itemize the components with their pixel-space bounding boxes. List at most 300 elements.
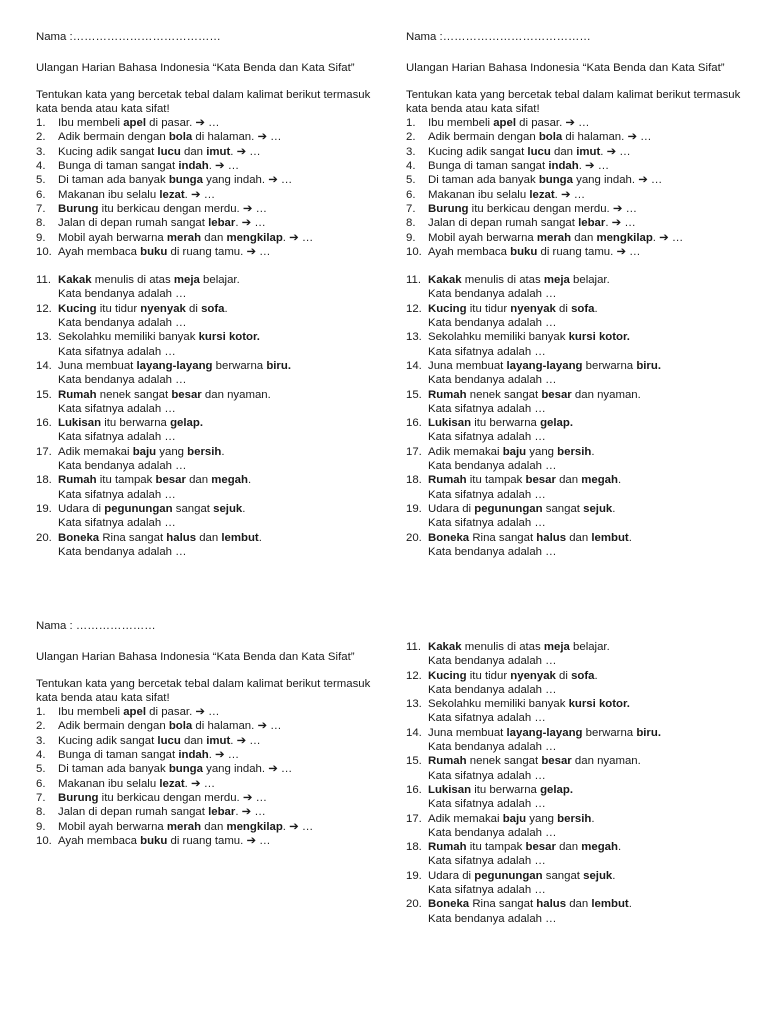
text-segment: . ➔ … xyxy=(230,734,261,747)
text-segment: . ➔ … xyxy=(208,749,240,762)
bold-word: besar xyxy=(155,474,186,487)
question-item xyxy=(36,834,376,848)
question-text xyxy=(428,303,598,315)
bold-word: baju xyxy=(132,445,157,458)
question-number: 5. xyxy=(36,763,46,776)
question-number: 20. xyxy=(36,531,52,544)
question-number: 15. xyxy=(406,388,422,401)
bold-word: bersih xyxy=(557,445,592,458)
text-segment: dan nyaman. xyxy=(571,388,641,401)
question-text xyxy=(58,720,282,732)
instruction-text: Tentukan kata yang bercetak tebal dalam kalimat berikut termasuk kata benda atau kata sifat! xyxy=(36,677,371,704)
question-text xyxy=(58,503,245,515)
question-text xyxy=(428,813,595,825)
text-segment: Adik bermain dengan xyxy=(58,720,169,733)
text-segment: nenek sangat xyxy=(466,388,542,401)
question-text xyxy=(58,821,313,833)
question-text xyxy=(428,274,610,286)
question-item xyxy=(406,359,746,388)
question-item xyxy=(406,445,746,474)
question-text xyxy=(58,778,215,790)
text-segment: . xyxy=(612,502,616,515)
question-item xyxy=(36,734,376,748)
text-segment: itu berwarna xyxy=(101,417,171,430)
question-text xyxy=(58,174,292,186)
text-segment: sangat xyxy=(542,869,584,882)
bold-word: meja xyxy=(543,641,570,653)
question-number: 5. xyxy=(36,174,46,187)
text-segment: Makanan ibu selalu xyxy=(428,188,530,201)
question-number: 17. xyxy=(36,445,52,458)
text-segment: dan xyxy=(180,734,207,747)
bold-word: buku xyxy=(510,245,538,258)
question-number: 15. xyxy=(36,388,52,401)
bold-word: apel xyxy=(123,117,147,130)
text-segment: di xyxy=(555,302,572,315)
question-number: 2. xyxy=(406,131,416,144)
bold-word: Burung xyxy=(428,202,469,215)
answer-line: Kata sifatnya adalah … xyxy=(58,488,176,501)
text-segment: Di taman ada banyak xyxy=(58,763,169,776)
question-text xyxy=(58,706,220,718)
bold-word: bola xyxy=(168,720,193,733)
bold-word: lezat xyxy=(159,188,185,201)
bold-word: indah xyxy=(178,160,209,173)
question-item xyxy=(36,388,376,417)
answer-line: Kata bendanya adalah … xyxy=(58,288,187,301)
question-number: 7. xyxy=(406,202,416,215)
bold-word: Kakak xyxy=(428,641,462,653)
bold-word: kursi kotor. xyxy=(568,331,630,344)
bold-word: meja xyxy=(173,274,200,287)
answer-line: Kata sifatnya adalah … xyxy=(428,855,546,868)
question-text xyxy=(58,389,271,401)
bold-word: besar xyxy=(541,388,572,401)
question-text xyxy=(428,246,641,258)
bold-word: nyenyak xyxy=(510,669,556,682)
worksheet-top-right xyxy=(406,30,746,559)
bold-word: mengkilap xyxy=(226,820,283,833)
answer-line: Kata bendanya adalah … xyxy=(428,288,557,301)
bold-word: lebar xyxy=(578,217,606,230)
bold-word: merah xyxy=(166,231,202,244)
question-number: 9. xyxy=(36,231,46,244)
bold-word: nyenyak xyxy=(510,302,556,315)
question-number: 6. xyxy=(36,777,46,790)
question-number: 15. xyxy=(406,755,422,768)
text-segment: di ruang tamu. ➔ … xyxy=(167,245,271,258)
question-item xyxy=(406,502,746,531)
bold-word: mengkilap xyxy=(596,231,653,244)
text-segment: dan nyaman. xyxy=(201,388,271,401)
text-segment: . xyxy=(628,898,632,911)
question-text xyxy=(428,755,641,767)
question-number: 14. xyxy=(36,359,52,372)
bold-word: bunga xyxy=(538,174,573,187)
question-number: 12. xyxy=(36,302,52,315)
answer-line: Kata bendanya adalah … xyxy=(58,460,187,473)
question-item xyxy=(406,216,746,230)
text-segment: dan xyxy=(555,841,582,854)
question-number: 1. xyxy=(406,117,416,130)
question-item xyxy=(406,330,746,359)
bold-word: layang-layang xyxy=(506,726,583,739)
answer-line: Kata sifatnya adalah … xyxy=(428,769,546,782)
text-segment: . xyxy=(591,812,595,825)
bold-word: halus xyxy=(536,531,567,544)
question-item xyxy=(36,762,376,776)
question-number: 17. xyxy=(406,445,422,458)
bold-word: baju xyxy=(502,812,527,825)
text-segment: Ibu membeli xyxy=(58,117,124,130)
question-item xyxy=(406,697,746,726)
question-number: 13. xyxy=(406,331,422,344)
question-number: 18. xyxy=(406,841,422,854)
text-segment: yang indah. ➔ … xyxy=(202,763,293,776)
question-item xyxy=(406,188,746,202)
text-segment: Rina sangat xyxy=(469,531,537,544)
text-segment: itu tidur xyxy=(466,302,511,315)
bold-word: Kakak xyxy=(428,274,462,287)
question-number: 20. xyxy=(406,531,422,544)
text-segment: itu berkicau dengan merdu. ➔ … xyxy=(98,791,267,804)
text-segment: belajar. xyxy=(569,641,610,653)
question-item xyxy=(36,777,376,791)
answer-line: Kata sifatnya adalah … xyxy=(58,345,176,358)
text-segment: di pasar. ➔ … xyxy=(146,117,220,130)
text-segment: Makanan ibu selalu xyxy=(58,777,160,790)
question-item xyxy=(36,805,376,819)
bold-word: kursi kotor. xyxy=(568,698,630,711)
question-text xyxy=(428,870,615,882)
text-segment: . xyxy=(242,502,246,515)
question-list-part1 xyxy=(36,705,376,848)
question-item xyxy=(406,783,746,812)
text-segment: menulis di atas xyxy=(461,274,544,287)
text-segment: . xyxy=(617,474,622,487)
bold-word: Rumah xyxy=(58,388,97,401)
text-segment: dan xyxy=(566,531,592,544)
answer-line: Kata sifatnya adalah … xyxy=(428,517,546,530)
bold-word: Lukisan xyxy=(58,417,102,430)
text-segment: dan xyxy=(201,231,227,244)
bold-word: megah xyxy=(581,841,618,854)
question-number: 12. xyxy=(406,669,422,682)
bold-word: buku xyxy=(140,834,168,847)
question-text xyxy=(58,303,228,315)
text-segment: . ➔ … xyxy=(554,188,586,201)
worksheet-top-left xyxy=(36,30,376,559)
text-segment: Bunga di taman sangat xyxy=(58,749,179,762)
question-list-part1 xyxy=(406,116,746,259)
text-segment: di halaman. ➔ … xyxy=(562,131,652,144)
bold-word: bunga xyxy=(168,174,203,187)
text-segment: Bunga di taman sangat xyxy=(58,160,179,173)
question-item xyxy=(406,231,746,245)
bold-word: sejuk xyxy=(583,502,613,515)
bold-word: bola xyxy=(168,131,193,144)
bold-word: Boneka xyxy=(58,531,100,544)
bold-word: Lukisan xyxy=(428,417,472,430)
text-segment: sangat xyxy=(542,502,584,515)
question-list-part2 xyxy=(36,273,376,559)
bold-word: imut xyxy=(576,145,601,158)
bold-word: lembut xyxy=(591,531,629,544)
text-segment: di pasar. ➔ … xyxy=(516,117,590,130)
bold-word: megah xyxy=(211,474,248,487)
text-segment: Ayah membaca xyxy=(428,245,511,258)
question-number: 13. xyxy=(406,698,422,711)
bold-word: halus xyxy=(166,531,197,544)
worksheet-bottom-left xyxy=(36,619,376,848)
question-text xyxy=(428,446,595,458)
text-segment: . ➔ … xyxy=(282,820,314,833)
question-text xyxy=(428,670,598,682)
text-segment: . ➔ … xyxy=(235,217,266,230)
text-segment: itu berwarna xyxy=(471,417,541,430)
text-segment: yang xyxy=(526,445,558,458)
question-number: 11. xyxy=(406,641,421,653)
question-item xyxy=(36,231,376,245)
question-item xyxy=(406,302,746,331)
text-segment: di pasar. ➔ … xyxy=(146,706,220,719)
answer-line: Kata bendanya adalah … xyxy=(428,317,557,330)
question-item xyxy=(406,159,746,173)
question-number: 3. xyxy=(406,145,416,158)
question-number: 9. xyxy=(36,820,46,833)
question-text xyxy=(428,784,573,796)
question-item xyxy=(36,748,376,762)
text-segment: . ➔ … xyxy=(230,145,261,158)
question-text xyxy=(428,727,661,739)
question-text xyxy=(58,331,260,343)
text-segment: . xyxy=(247,474,252,487)
question-text xyxy=(58,763,292,775)
bold-word: Boneka xyxy=(428,898,470,911)
question-number: 2. xyxy=(36,131,46,144)
question-number: 10. xyxy=(36,834,52,847)
text-segment: di ruang tamu. ➔ … xyxy=(167,834,271,847)
bold-word: baju xyxy=(502,445,527,458)
text-segment: belajar. xyxy=(569,274,610,287)
question-number: 6. xyxy=(36,188,46,201)
answer-line: Kata sifatnya adalah … xyxy=(58,431,176,444)
question-number: 1. xyxy=(36,706,46,719)
bold-word: biru. xyxy=(636,359,661,372)
bold-word: lembut xyxy=(591,898,629,911)
bold-word: besar xyxy=(525,841,556,854)
question-number: 4. xyxy=(36,160,46,173)
question-text xyxy=(58,232,313,244)
text-segment: . ➔ … xyxy=(184,777,216,790)
question-list-part2 xyxy=(406,640,746,926)
bold-word: merah xyxy=(166,820,202,833)
bold-word: lezat xyxy=(159,777,185,790)
question-item xyxy=(36,330,376,359)
question-item xyxy=(406,531,746,560)
text-segment: Sekolahku memiliki banyak xyxy=(428,331,569,344)
question-text xyxy=(428,189,585,201)
worksheet-title: Ulangan Harian Bahasa Indonesia “Kata Benda dan Kata Sifat” xyxy=(36,62,355,75)
bold-word: indah xyxy=(548,160,579,173)
text-segment: . xyxy=(628,531,632,544)
question-item xyxy=(36,705,376,719)
text-segment: yang indah. ➔ … xyxy=(202,174,293,187)
question-text xyxy=(58,246,271,258)
question-item xyxy=(36,820,376,834)
question-text xyxy=(428,698,630,710)
question-number: 16. xyxy=(406,783,422,796)
question-text xyxy=(58,792,267,804)
question-number: 11. xyxy=(36,274,51,287)
question-number: 2. xyxy=(36,720,46,733)
question-number: 19. xyxy=(36,502,52,515)
instruction-text: Tentukan kata yang bercetak tebal dalam kalimat berikut termasuk kata benda atau kata sifat! xyxy=(406,88,741,115)
bold-word: mengkilap xyxy=(226,231,283,244)
question-number: 4. xyxy=(36,749,46,762)
text-segment: Sekolahku memiliki banyak xyxy=(58,331,199,344)
question-item xyxy=(36,216,376,230)
question-text xyxy=(58,131,282,143)
text-segment: dan xyxy=(196,531,222,544)
question-number: 18. xyxy=(36,474,52,487)
bold-word: Burung xyxy=(58,202,99,215)
question-number: 4. xyxy=(406,160,416,173)
question-item xyxy=(406,754,746,783)
bold-word: Burung xyxy=(58,791,99,804)
text-segment: dan xyxy=(555,474,582,487)
text-segment: dan xyxy=(566,898,592,911)
question-number: 20. xyxy=(406,898,422,911)
bold-word: biru. xyxy=(266,359,291,372)
answer-line: Kata sifatnya adalah … xyxy=(428,712,546,725)
bold-word: lucu xyxy=(527,145,551,158)
answer-line: Kata bendanya adalah … xyxy=(428,460,557,473)
text-segment: itu tidur xyxy=(96,302,141,315)
answer-line: Kata sifatnya adalah … xyxy=(428,488,546,501)
question-item xyxy=(406,202,746,216)
question-text xyxy=(428,389,641,401)
bold-word: Kucing xyxy=(428,669,467,682)
question-text xyxy=(58,417,203,429)
text-segment: Adik bermain dengan xyxy=(428,131,539,144)
bold-word: meja xyxy=(543,274,570,287)
question-text xyxy=(58,749,239,761)
answer-line: Kata bendanya adalah … xyxy=(428,741,557,754)
text-segment: Udara di xyxy=(428,869,475,882)
bold-word: Rumah xyxy=(428,474,467,487)
question-text xyxy=(58,160,239,172)
question-text xyxy=(58,274,240,286)
question-item xyxy=(36,445,376,474)
text-segment: Kucing adik sangat xyxy=(58,145,158,158)
question-text xyxy=(428,474,621,486)
question-number: 13. xyxy=(36,331,52,344)
question-number: 8. xyxy=(36,217,46,230)
bold-word: bunga xyxy=(168,763,203,776)
answer-line: Kata bendanya adalah … xyxy=(428,655,557,668)
bold-word: sofa xyxy=(201,302,225,315)
question-number: 12. xyxy=(406,302,422,315)
question-item xyxy=(36,130,376,144)
question-text xyxy=(428,532,632,544)
bold-word: sofa xyxy=(571,669,595,682)
question-item xyxy=(36,359,376,388)
question-text xyxy=(428,117,590,129)
answer-line: Kata sifatnya adalah … xyxy=(58,402,176,415)
question-item xyxy=(406,416,746,445)
text-segment: itu berkicau dengan merdu. ➔ … xyxy=(98,202,267,215)
question-item xyxy=(406,130,746,144)
bold-word: kursi kotor. xyxy=(198,331,260,344)
question-item xyxy=(406,840,746,869)
question-text xyxy=(428,360,661,372)
question-item xyxy=(36,159,376,173)
question-number: 7. xyxy=(36,202,46,215)
question-item xyxy=(406,173,746,187)
worksheet-bottom-right xyxy=(406,640,746,926)
text-segment: . ➔ … xyxy=(208,160,240,173)
question-list-part1 xyxy=(36,116,376,259)
text-segment: dan nyaman. xyxy=(571,755,641,768)
bold-word: apel xyxy=(493,117,517,130)
answer-line: Kata bendanya adalah … xyxy=(428,912,557,925)
text-segment: yang xyxy=(526,812,558,825)
bold-word: gelap. xyxy=(540,417,573,430)
bold-word: lebar xyxy=(208,217,236,230)
question-item xyxy=(36,273,376,302)
answer-line: Kata bendanya adalah … xyxy=(58,317,187,330)
question-number: 10. xyxy=(36,245,52,258)
question-text xyxy=(428,503,615,515)
text-segment: Udara di xyxy=(428,502,475,515)
text-segment: . xyxy=(617,841,622,854)
question-item xyxy=(36,502,376,531)
question-number: 16. xyxy=(406,417,422,430)
question-item xyxy=(406,388,746,417)
answer-line: Kata bendanya adalah … xyxy=(428,374,557,387)
text-segment: Rina sangat xyxy=(469,898,537,911)
text-segment: menulis di atas xyxy=(91,274,174,287)
question-text xyxy=(58,835,271,847)
text-segment: . xyxy=(224,302,228,315)
text-segment: di halaman. ➔ … xyxy=(192,131,282,144)
question-number: 8. xyxy=(406,217,416,230)
bold-word: Rumah xyxy=(58,474,97,487)
text-segment: Juna membuat xyxy=(58,359,137,372)
text-segment: . xyxy=(612,869,616,882)
question-item xyxy=(36,473,376,502)
question-text xyxy=(428,641,610,653)
text-segment: . xyxy=(591,445,595,458)
worksheet-title: Ulangan Harian Bahasa Indonesia “Kata Benda dan Kata Sifat” xyxy=(406,62,725,75)
text-segment: Makanan ibu selalu xyxy=(58,188,160,201)
bold-word: Kakak xyxy=(58,274,92,287)
question-item xyxy=(406,812,746,841)
question-text xyxy=(428,160,609,172)
text-segment: . ➔ … xyxy=(600,145,631,158)
text-segment: . ➔ … xyxy=(184,188,216,201)
bold-word: Rumah xyxy=(428,388,467,401)
question-number: 7. xyxy=(36,791,46,804)
bold-word: sofa xyxy=(571,302,595,315)
text-segment: Jalan di depan rumah sangat xyxy=(58,217,209,230)
text-segment: menulis di atas xyxy=(461,641,544,653)
text-segment: itu tampak xyxy=(96,474,156,487)
bold-word: lembut xyxy=(221,531,259,544)
question-text xyxy=(58,117,220,129)
question-item xyxy=(406,473,746,502)
